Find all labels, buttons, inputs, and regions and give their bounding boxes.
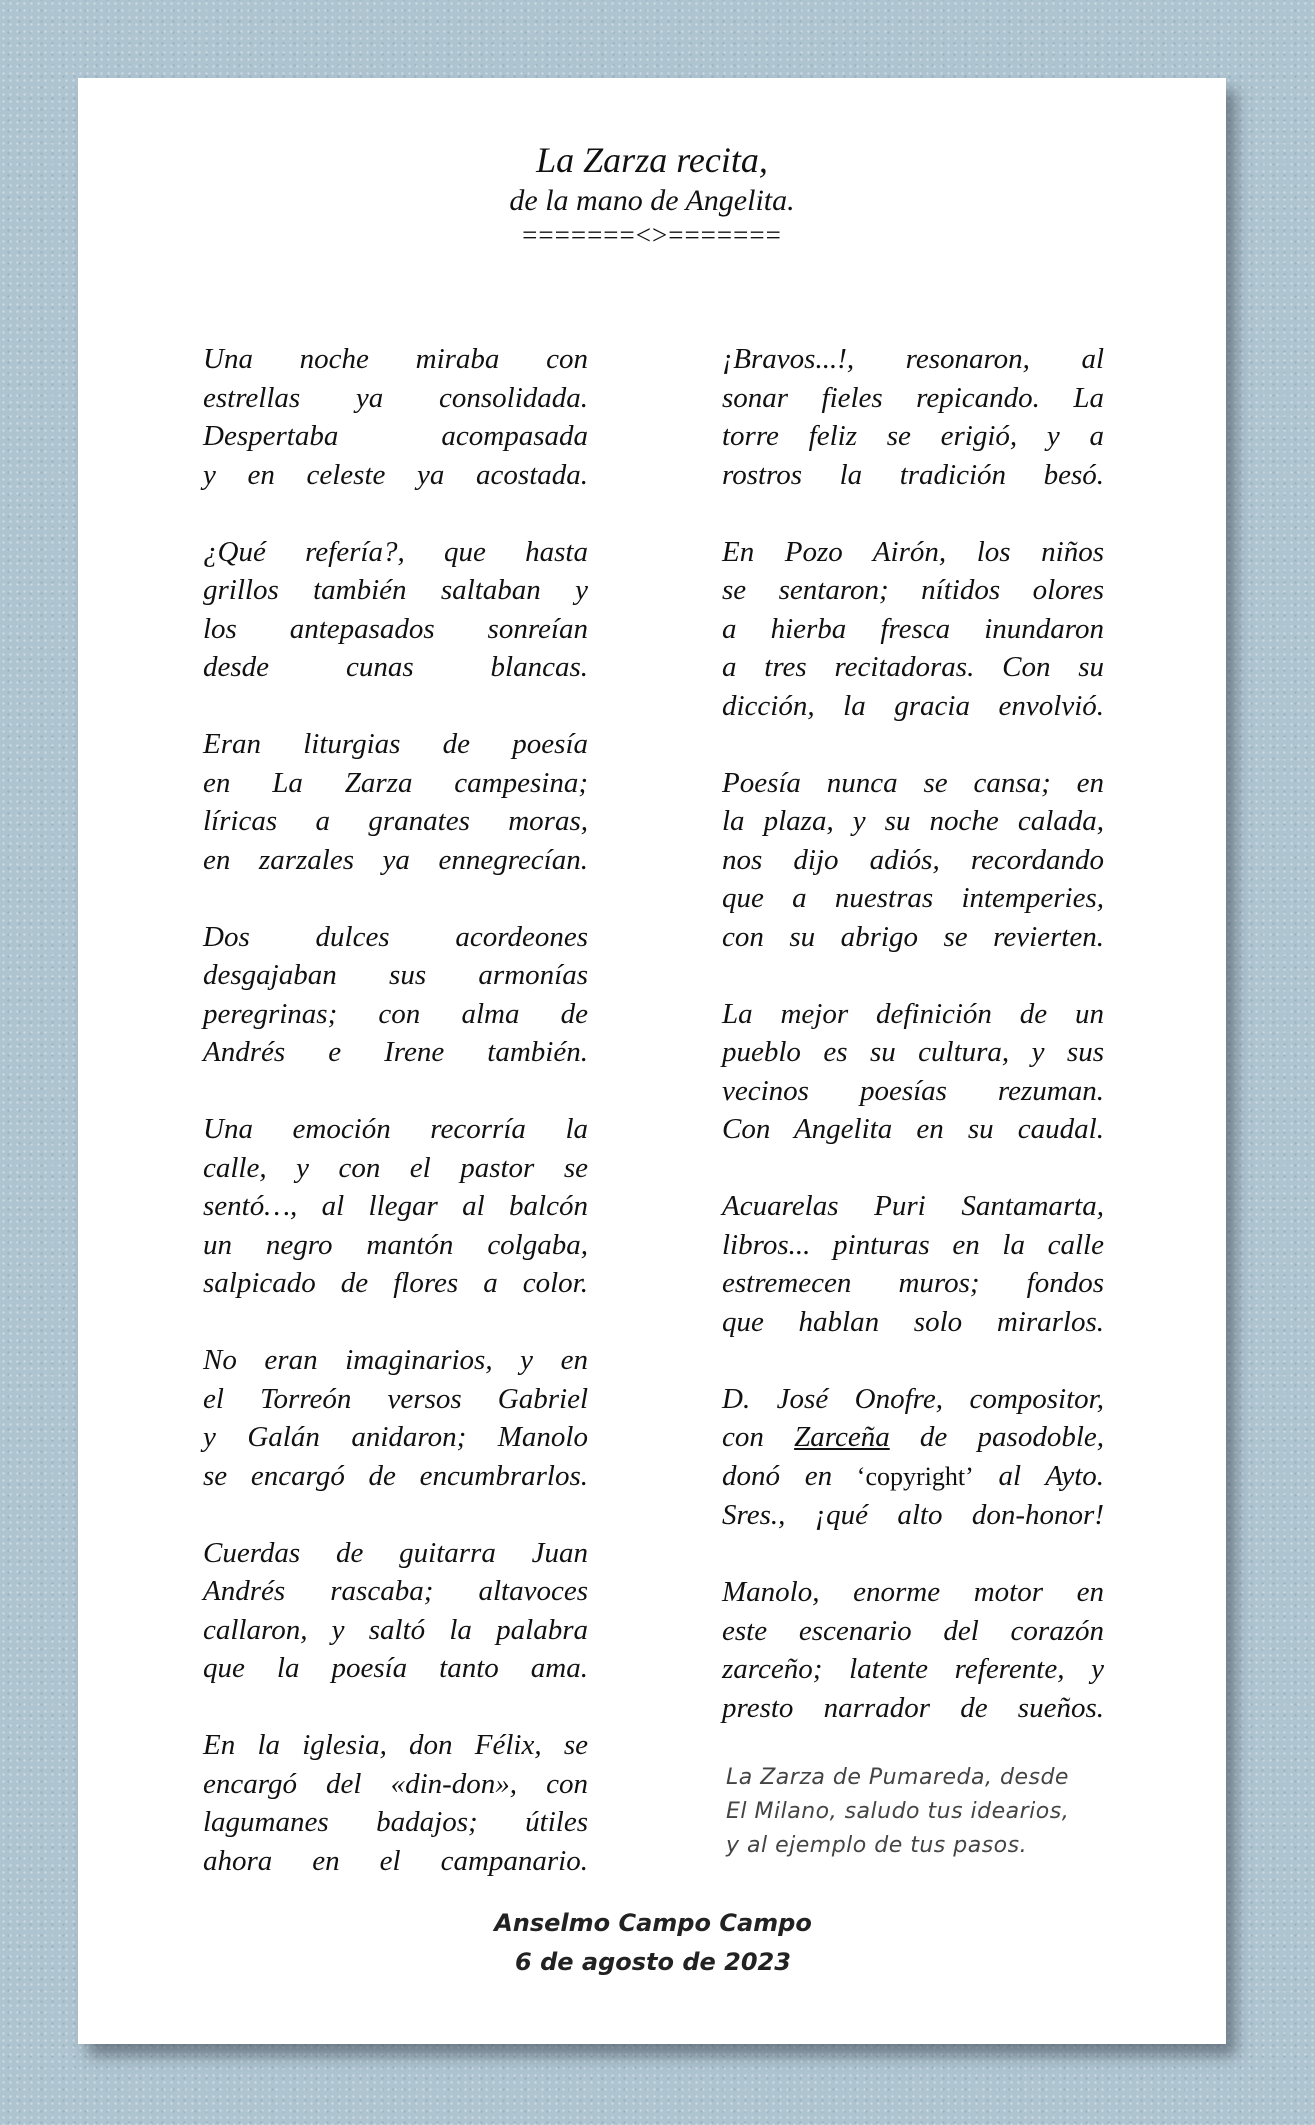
verse-line (722, 1496, 1104, 1535)
verse-line: peregrinas; con alma de (203, 997, 588, 1030)
stanza (203, 1341, 588, 1495)
left-column (203, 340, 588, 1919)
verse-fragment: de pasodoble, (889, 1421, 1104, 1453)
verse-line: se sentaron; nítidos olores (722, 574, 1104, 606)
verse-line: a tres recitadoras. Con su (722, 651, 1104, 683)
verse-line: Andrés rascaba; altavoces (203, 1575, 588, 1607)
verse-line: presto narrador de sueños. (722, 1691, 1104, 1724)
verse-line: que a nuestras intemperies, (722, 882, 1104, 914)
verse-line (722, 1418, 1104, 1457)
underlined-title: Zarceña (794, 1421, 890, 1453)
verse-line: dicción, la gracia envolvió. (722, 689, 1104, 722)
verse-line: con su abrigo se revierten. (722, 920, 1104, 953)
dedication-line: El Milano, saludo tus idearios, (726, 1799, 1070, 1824)
verse-line: La mejor definición de un (722, 997, 1104, 1030)
verse-line: y en celeste ya acostada. (203, 458, 588, 491)
verse-line (722, 1457, 1104, 1497)
verse-fragment: Sres., ¡qué alto don-honor! (722, 1499, 1104, 1531)
verse-line: Cuerdas de guitarra Juan (203, 1536, 588, 1569)
stanza (203, 918, 588, 1072)
poem-header (78, 138, 1226, 250)
verse-line: Una emoción recorría la (203, 1113, 588, 1145)
stanza (722, 1573, 1104, 1727)
verse-line: No eran imaginarios, y en (203, 1344, 588, 1376)
verse-line: ¿Qué refería?, que hasta (203, 535, 588, 568)
signature (388, 1904, 918, 1982)
verse-line: zarceño; latente referente, y (722, 1653, 1104, 1685)
verse-line: Eran liturgias de poesía (203, 728, 588, 760)
verse-line: calle, y con el pastor se (203, 1151, 588, 1184)
stanza (203, 533, 588, 687)
verse-line: se encargó de encumbrarlos. (203, 1459, 588, 1492)
verse-line: Despertaba acompasada (203, 420, 588, 452)
dedication-line: La Zarza de Pumareda, desde (726, 1765, 1069, 1790)
verse-line: vecinos poesías rezuman. (722, 1074, 1104, 1107)
verse-line: callaron, y saltó la palabra (203, 1613, 588, 1646)
verse-fragment: con (722, 1421, 795, 1453)
stanza (722, 995, 1104, 1149)
verse-line: Una noche miraba con (203, 343, 588, 375)
verse-fragment: D. José Onofre, compositor, (722, 1382, 1104, 1415)
verse-line: líricas a granates moras, (203, 805, 588, 837)
verse-line: Andrés e Irene también. (203, 1036, 588, 1068)
stanza (722, 340, 1104, 494)
verse-line: lagumanes badajos; útiles (203, 1806, 588, 1838)
verse-line: desde cunas blancas. (203, 651, 588, 683)
verse-line: libros... pinturas en la calle (722, 1228, 1104, 1261)
verse-line: Poesía nunca se cansa; en (722, 766, 1104, 799)
verse-line: el Torreón versos Gabriel (203, 1382, 588, 1415)
verse-line: Manolo, enorme motor en (722, 1576, 1104, 1608)
verse-line (722, 1380, 1104, 1419)
verse-line: Acuarelas Puri Santamarta, (722, 1190, 1104, 1222)
stanza (203, 1110, 588, 1303)
verse-line: sentó…, al llegar al balcón (203, 1190, 588, 1222)
verse-line: encargó del «din-don», con (203, 1767, 588, 1800)
verse-line: los antepasados sonreían (203, 612, 588, 645)
verse-line: ahora en el campanario. (203, 1844, 588, 1877)
signature-date: 6 de agosto de 2023 (515, 1948, 791, 1976)
verse-line: estrellas ya consolidada. (203, 381, 588, 414)
stanza (203, 340, 588, 494)
verse-line: un negro mantón colgaba, (203, 1228, 588, 1261)
verse-line: sonar fieles repicando. La (722, 381, 1104, 414)
stanza (722, 764, 1104, 957)
verse-line: estremecen muros; fondos (722, 1267, 1104, 1299)
verse-line: En la iglesia, don Félix, se (203, 1729, 588, 1761)
verse-fragment: al Ayto. (973, 1459, 1105, 1492)
title-divider: =======<>======= (522, 220, 782, 250)
verse-line: la plaza, y su noche calada, (722, 805, 1104, 837)
poem-sheet (78, 78, 1226, 2044)
verse-line: y Galán anidaron; Manolo (203, 1421, 588, 1453)
author-name: Anselmo Campo Campo (494, 1909, 812, 1937)
stanza (203, 725, 588, 879)
stanza (722, 1380, 1104, 1535)
verse-line: ¡Bravos...!, resonaron, al (722, 343, 1104, 375)
verse-line: que la poesía tanto ama. (203, 1652, 588, 1684)
verse-line: Con Angelita en su caudal. (722, 1113, 1104, 1145)
verse-line: salpicado de flores a color. (203, 1267, 588, 1299)
stanza (203, 1534, 588, 1688)
stanza (722, 1187, 1104, 1341)
verse-line: En Pozo Airón, los niños (722, 535, 1104, 568)
verse-line: rostros la tradición besó. (722, 458, 1104, 491)
verse-line: nos dijo adiós, recordando (722, 843, 1104, 876)
stanza (203, 1726, 588, 1880)
quoted-word: ‘copyright’ (856, 1461, 974, 1491)
verse-line: en zarzales ya ennegrecían. (203, 843, 588, 876)
poem-title: La Zarza recita, (536, 140, 768, 180)
verse-line: grillos también saltaban y (203, 574, 588, 606)
verse-line: Dos dulces acordeones (203, 920, 588, 953)
poem-subtitle: de la mano de Angelita. (509, 184, 795, 217)
verse-line: desgajaban sus armonías (203, 959, 588, 991)
verse-line: que hablan solo mirarlos. (722, 1305, 1104, 1338)
right-column (722, 340, 1104, 1766)
verse-line: torre feliz se erigió, y a (722, 420, 1104, 452)
verse-line: en La Zarza campesina; (203, 766, 588, 799)
verse-line: este escenario del corazón (722, 1614, 1104, 1647)
verse-line: a hierba fresca inundaron (722, 612, 1104, 645)
dedication (726, 1761, 1086, 1863)
verse-line: pueblo es su cultura, y sus (722, 1036, 1104, 1068)
dedication-line: y al ejemplo de tus pasos. (726, 1833, 1028, 1858)
stanza (722, 533, 1104, 726)
verse-fragment: donó en (722, 1459, 857, 1492)
